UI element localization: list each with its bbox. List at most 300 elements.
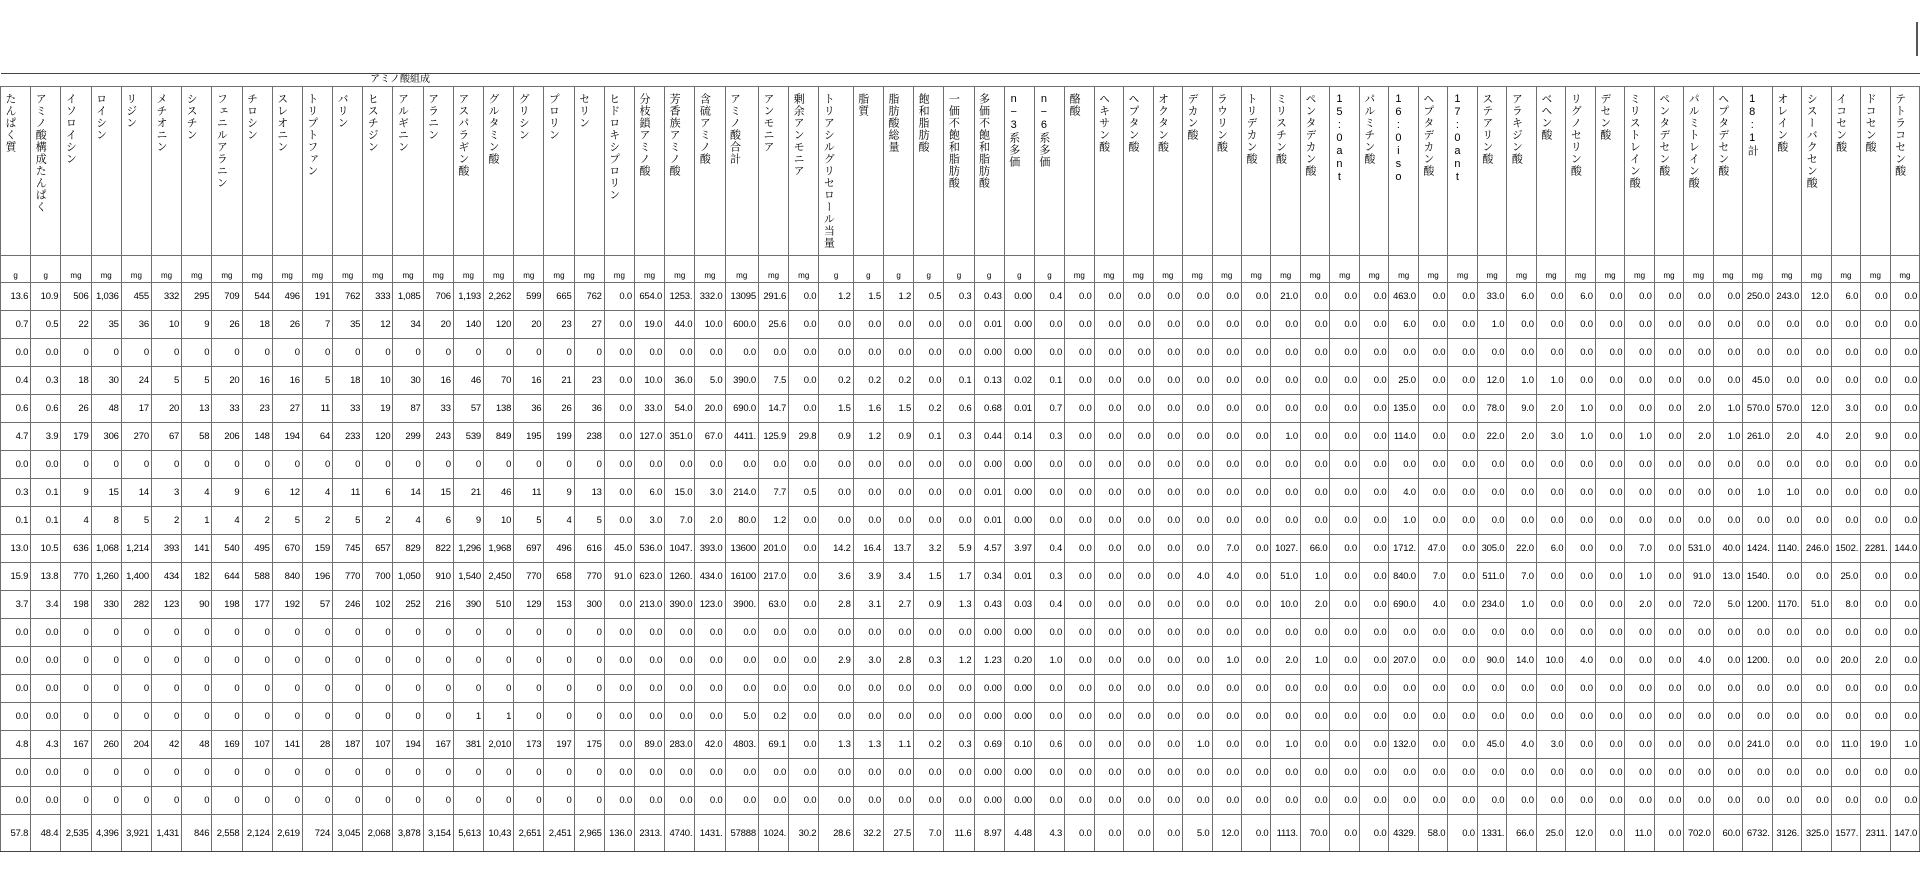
- table-cell: 0.0: [1094, 563, 1123, 591]
- table-cell: 0: [302, 451, 332, 479]
- table-cell: 6.0: [634, 479, 664, 507]
- table-cell: 6.0: [1831, 283, 1860, 311]
- table-cell: 0: [484, 675, 514, 703]
- column-header-label: アンモニア: [761, 93, 774, 153]
- table-cell: 12.0: [1477, 367, 1506, 395]
- table-cell: 67.0: [695, 423, 725, 451]
- table-cell: 0: [363, 339, 393, 367]
- table-cell: 1331.: [1477, 815, 1506, 852]
- table-cell: 0.0: [604, 339, 634, 367]
- column-header-label: チロシン: [245, 93, 258, 141]
- table-cell: 0.0: [1654, 535, 1683, 563]
- table-cell: 15.9: [1, 563, 31, 591]
- table-cell: 42: [151, 731, 181, 759]
- table-cell: 19.0: [1861, 731, 1890, 759]
- table-cell: 0: [182, 759, 212, 787]
- table-cell: 20: [212, 367, 242, 395]
- column-header-label: 芳香族アミノ酸: [668, 93, 681, 177]
- table-cell: 0.0: [1212, 731, 1241, 759]
- table-cell: 0.0: [1448, 591, 1477, 619]
- table-cell: 0.0: [819, 507, 853, 535]
- table-cell: 0.0: [665, 675, 695, 703]
- table-cell: 0.0: [604, 591, 634, 619]
- table-cell: 0: [302, 703, 332, 731]
- table-cell: 0.0: [1536, 619, 1565, 647]
- table-cell: 0.0: [1124, 647, 1153, 675]
- table-cell: 1.5: [819, 395, 853, 423]
- table-cell: 0: [544, 619, 574, 647]
- table-cell: 0.0: [1094, 423, 1123, 451]
- table-cell: 13.0: [1713, 563, 1742, 591]
- table-cell: 4.0: [1212, 563, 1241, 591]
- table-cell: 233: [333, 423, 363, 451]
- table-cell: 496: [272, 283, 302, 311]
- column-header: [665, 87, 695, 256]
- table-cell: 204: [121, 731, 151, 759]
- table-cell: 0: [91, 759, 121, 787]
- table-cell: 0.0: [1684, 759, 1713, 787]
- table-cell: 0.0: [1536, 507, 1565, 535]
- table-cell: 30: [91, 367, 121, 395]
- column-header-label: トリアシルグリセロール当量: [822, 93, 835, 249]
- table-cell: 0: [393, 619, 423, 647]
- table-cell: 495: [242, 535, 272, 563]
- table-cell: 0.0: [1448, 703, 1477, 731]
- column-header: [91, 87, 121, 256]
- table-cell: 0: [212, 787, 242, 815]
- table-cell: 0.0: [883, 787, 913, 815]
- table-cell: 0.0: [1772, 731, 1801, 759]
- table-cell: 0: [121, 759, 151, 787]
- unit-cell: mg: [1448, 256, 1477, 283]
- table-cell: 0.0: [1212, 283, 1241, 311]
- table-cell: 0.0: [1802, 563, 1831, 591]
- table-cell: 0.0: [1536, 703, 1565, 731]
- column-header-label: ベヘン酸: [1539, 93, 1552, 141]
- column-header: [1034, 87, 1064, 256]
- table-cell: 0.0: [1684, 311, 1713, 339]
- table-cell: 0.00: [974, 619, 1004, 647]
- table-cell: 51.0: [1271, 563, 1300, 591]
- table-cell: 0.34: [974, 563, 1004, 591]
- table-cell: 57.8: [1, 815, 31, 852]
- table-cell: 4: [544, 507, 574, 535]
- table-cell: 0.0: [1477, 675, 1506, 703]
- table-cell: 0.0: [1183, 535, 1212, 563]
- column-header-label: ヒスチジン: [366, 93, 379, 153]
- table-cell: 0.13: [974, 367, 1004, 395]
- table-cell: 1.0: [1507, 367, 1536, 395]
- column-header-label: 脂肪酸総量: [886, 93, 899, 153]
- table-cell: 0.0: [883, 759, 913, 787]
- column-header-label: n−6系多価: [1037, 93, 1050, 168]
- table-cell: 0.1: [914, 423, 944, 451]
- table-cell: 1024.: [758, 815, 788, 852]
- table-cell: 4.3: [1034, 815, 1064, 852]
- table-cell: 10,43: [484, 815, 514, 852]
- table-cell: 654.0: [634, 283, 664, 311]
- table-cell: 0: [272, 703, 302, 731]
- table-cell: 0.0: [883, 479, 913, 507]
- table-cell: 0.0: [914, 339, 944, 367]
- column-header: [393, 87, 423, 256]
- table-cell: 6.0: [1507, 283, 1536, 311]
- table-cell: 0.0: [789, 703, 819, 731]
- table-cell: 0.0: [1448, 563, 1477, 591]
- column-header-label: ヒドロキシプロリン: [607, 93, 620, 201]
- table-cell: 0.0: [1448, 731, 1477, 759]
- table-cell: 0: [423, 703, 453, 731]
- table-cell: 2,558: [212, 815, 242, 852]
- table-cell: 2.0: [1772, 423, 1801, 451]
- table-cell: 24: [121, 367, 151, 395]
- table-cell: 0.0: [1448, 451, 1477, 479]
- table-cell: 0.0: [1389, 451, 1418, 479]
- table-cell: 0.0: [1448, 535, 1477, 563]
- table-cell: 1,260: [91, 563, 121, 591]
- table-cell: 0.0: [1743, 507, 1772, 535]
- table-cell: 6: [363, 479, 393, 507]
- table-cell: 135.0: [1389, 395, 1418, 423]
- table-cell: 0.0: [1861, 479, 1890, 507]
- table-cell: 173: [514, 731, 544, 759]
- table-cell: 0.0: [853, 675, 883, 703]
- table-cell: 0.0: [758, 787, 788, 815]
- column-header: [121, 87, 151, 256]
- table-cell: 0.0: [1654, 451, 1683, 479]
- table-cell: 10.5: [31, 535, 61, 563]
- table-cell: 0.0: [1713, 311, 1742, 339]
- table-cell: 197: [544, 731, 574, 759]
- table-cell: 0.0: [1153, 395, 1182, 423]
- table-cell: 11.0: [1625, 815, 1654, 852]
- table-cell: 19.0: [634, 311, 664, 339]
- table-cell: 0.0: [1448, 339, 1477, 367]
- table-cell: 0.0: [1507, 703, 1536, 731]
- table-cell: 2.9: [819, 647, 853, 675]
- table-cell: 0: [121, 703, 151, 731]
- table-cell: 3900.: [725, 591, 758, 619]
- table-cell: 0.0: [1300, 311, 1329, 339]
- unit-cell: mg: [1713, 256, 1742, 283]
- table-cell: 182: [182, 563, 212, 591]
- table-cell: 0.0: [1448, 619, 1477, 647]
- table-cell: 0: [333, 759, 363, 787]
- table-cell: 2: [151, 507, 181, 535]
- table-cell: 0.0: [1713, 339, 1742, 367]
- table-cell: 35: [333, 311, 363, 339]
- table-cell: 2.0: [1831, 423, 1860, 451]
- table-cell: 0: [544, 647, 574, 675]
- table-cell: 0: [393, 787, 423, 815]
- table-cell: 0: [151, 675, 181, 703]
- table-cell: 0.0: [1124, 283, 1153, 311]
- column-header-label: ペンタデカン酸: [1303, 93, 1316, 177]
- table-cell: 27: [574, 311, 604, 339]
- table-cell: 0.0: [1772, 787, 1801, 815]
- table-cell: 0: [182, 647, 212, 675]
- table-cell: 0.0: [1300, 619, 1329, 647]
- table-cell: 0.0: [1212, 591, 1241, 619]
- table-cell: 6.0: [1536, 535, 1565, 563]
- table-cell: 0: [91, 647, 121, 675]
- unit-cell: mg: [1595, 256, 1624, 283]
- table-cell: 36: [121, 311, 151, 339]
- column-header: [1418, 87, 1447, 256]
- table-cell: 299: [393, 423, 423, 451]
- table-cell: 0.0: [604, 675, 634, 703]
- table-cell: 33: [423, 395, 453, 423]
- table-cell: 0.0: [944, 507, 974, 535]
- table-cell: 0: [212, 703, 242, 731]
- table-cell: 0.0: [1861, 759, 1890, 787]
- table-cell: 0.0: [1271, 675, 1300, 703]
- table-cell: 0: [363, 647, 393, 675]
- table-cell: 0.00: [1004, 283, 1034, 311]
- table-cell: 0.0: [1124, 591, 1153, 619]
- table-cell: 0.0: [1802, 367, 1831, 395]
- table-cell: 0.0: [1743, 759, 1772, 787]
- unit-cell: mg: [1861, 256, 1890, 283]
- table-cell: 3.0: [634, 507, 664, 535]
- table-cell: 0.00: [974, 703, 1004, 731]
- table-cell: 0.0: [1743, 339, 1772, 367]
- table-cell: 0: [151, 759, 181, 787]
- table-cell: 1,085: [393, 283, 423, 311]
- unit-cell: mg: [333, 256, 363, 283]
- table-cell: 27.5: [883, 815, 913, 852]
- table-cell: 0.0: [1212, 787, 1241, 815]
- unit-cell: mg: [1802, 256, 1831, 283]
- table-cell: 216: [423, 591, 453, 619]
- unit-cell: mg: [91, 256, 121, 283]
- table-cell: 213.0: [634, 591, 664, 619]
- table-cell: 246: [333, 591, 363, 619]
- table-cell: 282: [121, 591, 151, 619]
- table-cell: 0.0: [604, 395, 634, 423]
- table-cell: 0.0: [1654, 479, 1683, 507]
- table-cell: 463.0: [1389, 283, 1418, 311]
- table-cell: 0.7: [1034, 395, 1064, 423]
- table-cell: 0.0: [1625, 731, 1654, 759]
- table-cell: 0.0: [1507, 507, 1536, 535]
- table-cell: 0.00: [1004, 619, 1034, 647]
- column-header-label: たんぱく質: [4, 93, 16, 153]
- table-cell: 0.0: [1654, 283, 1683, 311]
- table-cell: 5.0: [695, 367, 725, 395]
- table-cell: 690.0: [725, 395, 758, 423]
- table-cell: 1.0: [1183, 731, 1212, 759]
- column-header: [1004, 87, 1034, 256]
- table-row: [1, 619, 1920, 647]
- table-cell: 570.0: [1743, 395, 1772, 423]
- table-cell: 0.0: [604, 507, 634, 535]
- column-header: [974, 87, 1004, 256]
- table-cell: 198: [61, 591, 91, 619]
- table-cell: 4.0: [1507, 731, 1536, 759]
- table-cell: 141: [182, 535, 212, 563]
- table-cell: 0.0: [1654, 815, 1683, 852]
- table-cell: 0.0: [1034, 451, 1064, 479]
- table-cell: 0.0: [1743, 675, 1772, 703]
- table-cell: 9: [182, 311, 212, 339]
- table-cell: 0.0: [1359, 731, 1388, 759]
- table-cell: 0.0: [819, 675, 853, 703]
- table-cell: 0: [151, 647, 181, 675]
- column-header-label: 15:0ant: [1333, 93, 1346, 184]
- table-cell: 0.00: [974, 787, 1004, 815]
- table-cell: 0.0: [1271, 395, 1300, 423]
- table-cell: 0: [242, 647, 272, 675]
- unit-cell: mg: [1271, 256, 1300, 283]
- table-cell: 7.0: [1625, 535, 1654, 563]
- table-cell: 58.0: [1418, 815, 1447, 852]
- column-header: [1507, 87, 1536, 256]
- table-cell: 11: [333, 479, 363, 507]
- table-cell: 9: [61, 479, 91, 507]
- table-cell: 0.0: [31, 759, 61, 787]
- table-cell: 1.0: [1536, 367, 1565, 395]
- table-cell: 0.0: [1065, 507, 1094, 535]
- table-cell: 67: [151, 423, 181, 451]
- table-cell: 0.0: [1212, 367, 1241, 395]
- column-header: [212, 87, 242, 256]
- table-cell: 0: [302, 619, 332, 647]
- table-cell: 129: [514, 591, 544, 619]
- table-cell: 2,619: [272, 815, 302, 852]
- table-cell: 0.0: [1330, 815, 1359, 852]
- table-cell: 1.1: [883, 731, 913, 759]
- table-cell: 0.0: [1094, 815, 1123, 852]
- table-cell: 0.0: [1300, 675, 1329, 703]
- table-cell: 0.0: [944, 759, 974, 787]
- table-row: [1, 395, 1920, 423]
- unit-row: [1, 256, 1920, 283]
- table-cell: 114.0: [1389, 423, 1418, 451]
- table-cell: 0.0: [1183, 787, 1212, 815]
- table-cell: 0.0: [634, 787, 664, 815]
- column-header-label: 分枝鎖アミノ酸: [637, 93, 650, 177]
- table-cell: 0.0: [1153, 759, 1182, 787]
- table-cell: 0.0: [1065, 703, 1094, 731]
- table-cell: 0.0: [1595, 283, 1624, 311]
- table-cell: 0.0: [1536, 759, 1565, 787]
- table-cell: 1.0: [1743, 479, 1772, 507]
- table-cell: 0.0: [634, 675, 664, 703]
- table-cell: 167: [423, 731, 453, 759]
- table-cell: 762: [574, 283, 604, 311]
- table-cell: 0: [61, 647, 91, 675]
- composition-table: [0, 73, 1920, 852]
- table-cell: 0.0: [819, 311, 853, 339]
- table-cell: 0.0: [1713, 647, 1742, 675]
- table-cell: 0: [242, 451, 272, 479]
- table-cell: 0.0: [883, 675, 913, 703]
- column-header: [725, 87, 758, 256]
- unit-cell: mg: [423, 256, 453, 283]
- table-cell: 0.0: [1831, 339, 1860, 367]
- column-header-label: ヘキサン酸: [1097, 93, 1110, 153]
- table-cell: 0.0: [1418, 703, 1447, 731]
- table-cell: 0: [121, 675, 151, 703]
- table-cell: 0.0: [1065, 423, 1094, 451]
- table-cell: 47.0: [1418, 535, 1447, 563]
- table-cell: 0.0: [1359, 507, 1388, 535]
- table-cell: 0: [151, 787, 181, 815]
- table-cell: 0.0: [1890, 787, 1919, 815]
- table-cell: 0: [363, 759, 393, 787]
- table-cell: 15.0: [665, 479, 695, 507]
- table-cell: 0.0: [819, 451, 853, 479]
- table-cell: 0.0: [1654, 675, 1683, 703]
- table-cell: 0.0: [789, 563, 819, 591]
- table-cell: 0.0: [1330, 563, 1359, 591]
- table-cell: 6: [242, 479, 272, 507]
- table-cell: 0.0: [604, 647, 634, 675]
- table-cell: 0: [423, 787, 453, 815]
- table-cell: 1.5: [914, 563, 944, 591]
- table-cell: 0.0: [1212, 395, 1241, 423]
- table-cell: 6.0: [1389, 311, 1418, 339]
- table-cell: 0: [121, 451, 151, 479]
- table-cell: 0.0: [1802, 675, 1831, 703]
- table-cell: 0.0: [1772, 759, 1801, 787]
- table-cell: 0: [514, 675, 544, 703]
- table-cell: 0.0: [1183, 479, 1212, 507]
- table-cell: 0.0: [1212, 619, 1241, 647]
- table-cell: 0.0: [1330, 535, 1359, 563]
- table-cell: 434.0: [695, 563, 725, 591]
- table-cell: 1.2: [853, 423, 883, 451]
- table-cell: 0.1: [944, 367, 974, 395]
- table-cell: 0.0: [1477, 619, 1506, 647]
- table-cell: 3.0: [853, 647, 883, 675]
- table-cell: 0.0: [1212, 675, 1241, 703]
- table-cell: 0.0: [1212, 703, 1241, 731]
- table-cell: 138: [484, 395, 514, 423]
- table-cell: 1.2: [883, 283, 913, 311]
- table-cell: 0.3: [31, 367, 61, 395]
- table-cell: 0.0: [1713, 787, 1742, 815]
- table-cell: 246.0: [1802, 535, 1831, 563]
- column-header-label: 多価不飽和脂肪酸: [977, 93, 990, 189]
- table-cell: 0.0: [1153, 479, 1182, 507]
- column-header-label: トリデカン酸: [1244, 93, 1257, 165]
- table-cell: 0.0: [1802, 507, 1831, 535]
- table-cell: 107: [363, 731, 393, 759]
- table-cell: 0.0: [1065, 283, 1094, 311]
- column-header-label: テトラコセン酸: [1893, 93, 1906, 177]
- table-cell: 0.6: [1, 395, 31, 423]
- table-cell: 12.0: [1566, 815, 1595, 852]
- table-cell: 102: [363, 591, 393, 619]
- column-header: [1625, 87, 1654, 256]
- table-cell: 0.0: [1034, 619, 1064, 647]
- table-cell: 23: [544, 311, 574, 339]
- table-cell: 0.0: [1418, 283, 1447, 311]
- table-cell: 0: [363, 451, 393, 479]
- table-cell: 0: [242, 675, 272, 703]
- table-cell: 0.0: [665, 647, 695, 675]
- table-cell: 0.0: [914, 311, 944, 339]
- table-cell: 390.0: [665, 591, 695, 619]
- table-cell: 0: [544, 703, 574, 731]
- table-cell: 177: [242, 591, 272, 619]
- table-cell: 1.0: [1300, 647, 1329, 675]
- table-cell: 0.9: [819, 423, 853, 451]
- table-cell: 0: [514, 339, 544, 367]
- table-cell: 0: [514, 451, 544, 479]
